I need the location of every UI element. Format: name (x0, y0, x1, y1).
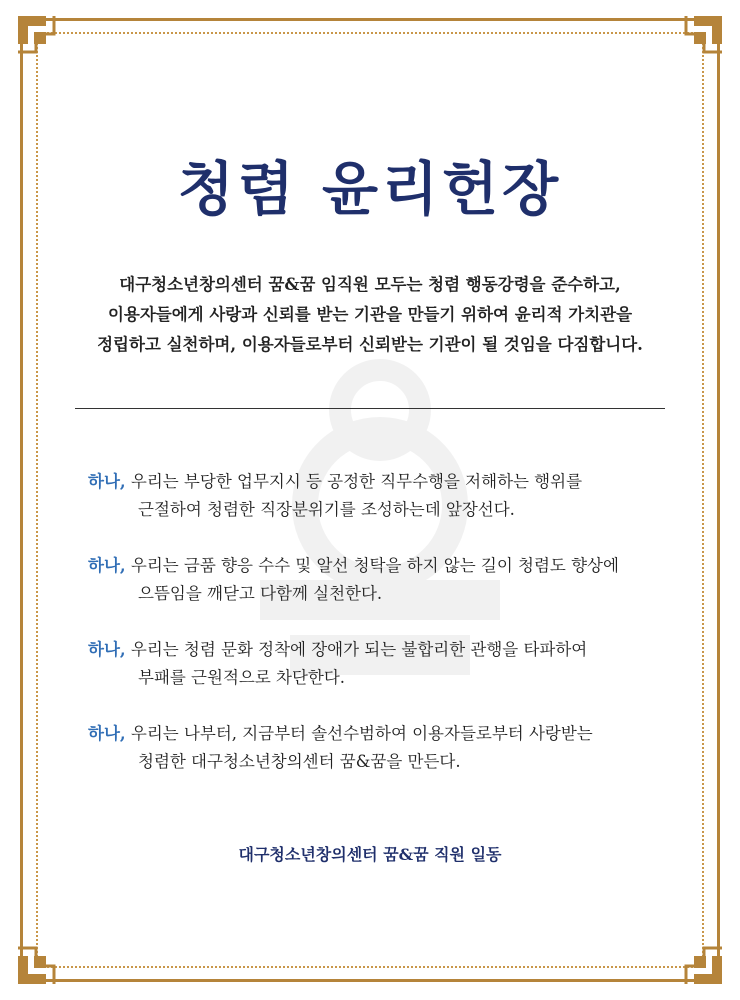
pledge-lead: 하나, (88, 640, 126, 659)
pledge-item (88, 552, 688, 608)
page-title: 청렴 윤리헌장 (177, 155, 563, 223)
pledge-text: 우리는 나부터, 지금부터 솔선수범하여 이용자들로부터 사랑받는 (130, 724, 593, 743)
pledge-text: 우리는 부당한 업무지시 등 공정한 직무수행을 저해하는 행위를 (130, 472, 583, 491)
preamble-line: 이용자들에게 사랑과 신뢰를 받는 기관을 만들기 위하여 윤리적 가치관을 (107, 305, 633, 324)
pledge-text: 우리는 청렴 문화 정착에 장애가 되는 불합리한 관행을 타파하여 (130, 640, 588, 659)
pledge-text-continued: 으뜸임을 깨닫고 다함께 실천한다. (138, 584, 383, 603)
pledge-text-continued: 근절하여 청렴한 직장분위기를 조성하는데 앞장선다. (138, 500, 515, 519)
pledge-text-continued: 부패를 근원적으로 차단한다. (138, 668, 346, 687)
pledge-item (88, 468, 688, 524)
preamble (60, 270, 680, 360)
corner-ornament-bottom-left (14, 932, 70, 988)
preamble-line: 대구청소년창의센터 꿈&꿈 임직원 모두는 청렴 행동강령을 준수하고, (119, 275, 621, 294)
pledge-lead: 하나, (88, 724, 126, 743)
corner-ornament-top-right (670, 12, 726, 68)
divider (75, 408, 665, 409)
pledge-text-continued: 청렴한 대구청소년창의센터 꿈&꿈을 만든다. (138, 752, 461, 771)
pledge-item (88, 636, 688, 692)
pledge-lead: 하나, (88, 556, 126, 575)
pledge-lead: 하나, (88, 472, 126, 491)
preamble-line: 정립하고 실천하며, 이용자들로부터 신뢰받는 기관이 될 것임을 다짐합니다. (97, 335, 643, 354)
pledge-item (88, 720, 688, 776)
pledge-text: 우리는 금품 향응 수수 및 알선 청탁을 하지 않는 길이 청렴도 향상에 (130, 556, 619, 575)
signature: 대구청소년창의센터 꿈&꿈 직원 일동 (238, 845, 502, 864)
corner-ornament-bottom-right (670, 932, 726, 988)
corner-ornament-top-left (14, 12, 70, 68)
